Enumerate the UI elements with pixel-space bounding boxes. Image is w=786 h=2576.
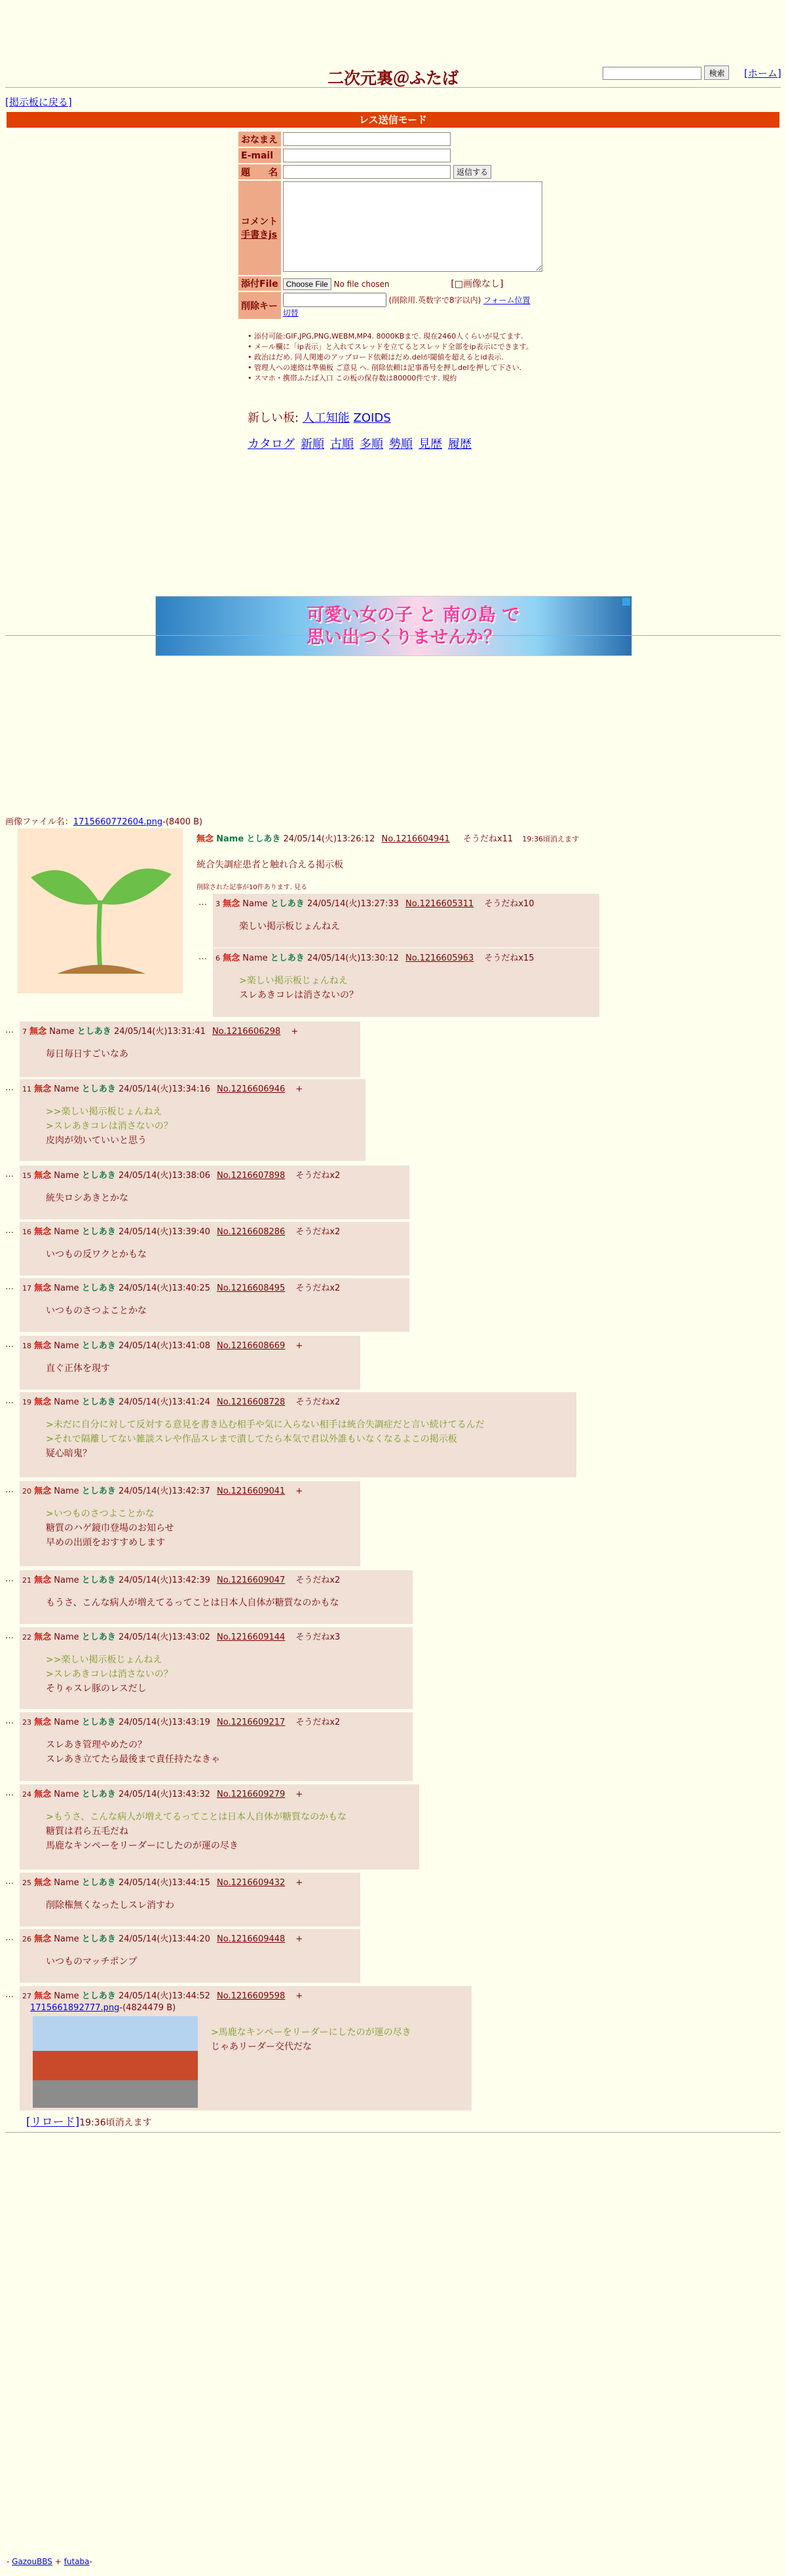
subject-field[interactable] bbox=[283, 165, 451, 179]
home-link[interactable]: [ホーム] bbox=[744, 67, 781, 79]
reply-post bbox=[20, 1784, 419, 1869]
reply-header bbox=[20, 1712, 413, 1730]
reply-marker: … bbox=[5, 1631, 14, 1641]
back-to-board-link[interactable]: [掲示板に戻る] bbox=[5, 96, 72, 108]
sodane-button[interactable]: + bbox=[295, 1486, 303, 1496]
reply-name: Name bbox=[54, 1991, 79, 2001]
reply-post bbox=[20, 1166, 409, 1219]
sodane-button[interactable]: + bbox=[295, 1341, 303, 1351]
reply-id: としあき bbox=[270, 899, 305, 909]
delete-key-label: 削除キー bbox=[238, 292, 281, 319]
reply-marker: … bbox=[5, 1877, 14, 1886]
reply-subject: 無念 bbox=[34, 1991, 52, 2001]
reply-id: としあき bbox=[81, 1991, 116, 2001]
reply-text-line: 直ぐ正体を現す bbox=[46, 1363, 110, 1374]
reply-marker: … bbox=[5, 1574, 14, 1584]
reply-date: 24/05/14(火)13:43:32 bbox=[118, 1790, 210, 1799]
header bbox=[0, 0, 786, 98]
reply-name: Name bbox=[242, 899, 268, 909]
reply-number[interactable]: No.1216608495 bbox=[217, 1283, 286, 1293]
reply-text-line: 毎日毎日すごいなあ bbox=[46, 1049, 128, 1059]
reply-text-line: じゃあリーダー交代だな bbox=[211, 2042, 312, 2052]
reload-area: [リロード]19:36頃消えます bbox=[26, 2116, 152, 2129]
reply-header bbox=[20, 1929, 360, 1947]
reply-text-line: 皮肉が効いていいと思う bbox=[46, 1135, 147, 1146]
reply-header bbox=[20, 1481, 360, 1499]
reply-header bbox=[20, 1627, 413, 1645]
reply-header bbox=[20, 1784, 419, 1802]
reply-date: 24/05/14(火)13:39:40 bbox=[118, 1227, 210, 1237]
search-button[interactable]: 検索 bbox=[704, 65, 729, 80]
reply-post bbox=[20, 1222, 409, 1276]
reply-name: Name bbox=[54, 1227, 79, 1237]
reply-mode-bar: レス送信モード bbox=[7, 112, 779, 128]
reply-quote-line: >もうさ、こんな病人が増えてるってことは日本人自体が糖質なのかもな bbox=[46, 1812, 347, 1822]
reply-number[interactable]: No.1216607898 bbox=[217, 1171, 286, 1181]
reply-text-line: スレあきコレは消さないの？ bbox=[239, 990, 358, 1001]
new-boards-label: 新しい板: bbox=[248, 411, 299, 425]
expiry-note: 19:36頃消えます bbox=[522, 835, 580, 843]
reply-name: Name bbox=[54, 1575, 79, 1585]
reply-marker: … bbox=[5, 1933, 14, 1943]
reply-number[interactable]: No.1216605311 bbox=[405, 899, 474, 909]
reply-subject: 無念 bbox=[223, 953, 240, 963]
reply-name: Name bbox=[54, 1934, 79, 1944]
reply-subject: 無念 bbox=[29, 1027, 47, 1037]
divider bbox=[5, 635, 781, 636]
reply-header bbox=[20, 1222, 409, 1240]
reply-post bbox=[20, 1986, 472, 2110]
sodane-button[interactable]: そうだねx2 bbox=[295, 1397, 341, 1407]
reply-text-line: スレあき立てたら最後まで責任持たなきゃ bbox=[46, 1754, 220, 1765]
reply-index: 6 bbox=[215, 954, 220, 963]
sodane-button[interactable]: + bbox=[291, 1027, 299, 1037]
sodane-button[interactable]: そうだねx2 bbox=[295, 1171, 341, 1181]
reply-name: Name bbox=[54, 1790, 79, 1799]
reply-index: 11 bbox=[22, 1085, 31, 1094]
reply-header bbox=[20, 1021, 360, 1039]
reply-text-line: 馬鹿なキンペーをリーダーにしたのが運の尽き bbox=[46, 1841, 238, 1851]
reply-text-line: 削除権無くなったしスレ消すわ bbox=[46, 1900, 174, 1911]
email-field[interactable] bbox=[283, 149, 451, 162]
op-post-number[interactable]: No.1216604941 bbox=[381, 834, 450, 844]
reply-marker: … bbox=[5, 1025, 14, 1035]
reply-subject: 無念 bbox=[34, 1878, 52, 1888]
reply-subject: 無念 bbox=[34, 1341, 52, 1351]
reply-id: としあき bbox=[81, 1283, 116, 1293]
reply-id: としあき bbox=[81, 1575, 116, 1585]
reply-marker: … bbox=[5, 1083, 14, 1093]
search-form bbox=[603, 65, 729, 80]
reply-text-line: いつものさつよことかな bbox=[46, 1306, 147, 1316]
reply-marker: … bbox=[5, 1340, 14, 1350]
reply-image-link[interactable]: 1715661892777.png bbox=[30, 2003, 120, 2013]
reply-subject: 無念 bbox=[34, 1227, 52, 1237]
reply-index: 15 bbox=[22, 1171, 31, 1180]
reply-subject: 無念 bbox=[34, 1934, 52, 1944]
divider bbox=[5, 2132, 781, 2133]
op-image-link[interactable]: 1715660772604.png bbox=[73, 817, 163, 827]
reply-date: 24/05/14(火)13:44:52 bbox=[118, 1991, 210, 2001]
catalog-nav bbox=[248, 435, 477, 452]
board-note: • メール欄に「ip表示」と入れてスレッドを立てるとスレッド全部をip表示にできます。 bbox=[248, 342, 562, 352]
reply-name: Name bbox=[54, 1341, 79, 1351]
reply-id: としあき bbox=[81, 1171, 116, 1181]
sodane-button[interactable]: + bbox=[295, 1790, 303, 1799]
reply-text-line: 楽しい掲示板じょんねえ bbox=[239, 921, 340, 932]
reply-header bbox=[20, 1986, 472, 2004]
reply-quote-line: >それで隔離してない雑談スレや作品スレまで潰してたら本気で君以外誰もいなくなるよこの掲示板 bbox=[46, 1434, 457, 1444]
reply-text-line: 糖質は君ら五毛だね bbox=[46, 1826, 128, 1837]
reply-marker: … bbox=[198, 952, 207, 962]
reply-name: Name bbox=[54, 1283, 79, 1293]
reply-id: としあき bbox=[81, 1084, 116, 1094]
reply-image-photo[interactable] bbox=[33, 2016, 198, 2108]
reply-header bbox=[20, 1336, 360, 1353]
op-image-sprout[interactable] bbox=[18, 828, 183, 993]
board-note: • 管理人への連絡は準備板 ご意見 へ. 削除依頼は記事番号を押しdelを押して下さい. bbox=[248, 363, 562, 373]
reply-index: 7 bbox=[22, 1027, 27, 1036]
reply-form bbox=[237, 130, 544, 320]
reply-number[interactable]: No.1216608669 bbox=[217, 1341, 286, 1351]
reply-number[interactable]: No.1216609041 bbox=[217, 1486, 286, 1496]
reply-number[interactable]: No.1216608728 bbox=[217, 1397, 286, 1407]
reply-text-line: もうさ、こんな病人が増えてるってことは日本人自体が糖質なのかもな bbox=[46, 1598, 339, 1608]
reply-id: としあき bbox=[81, 1341, 116, 1351]
reply-number[interactable]: No.1216609217 bbox=[217, 1718, 286, 1727]
reply-header bbox=[213, 894, 599, 911]
sodane-button[interactable]: + bbox=[295, 1934, 303, 1944]
reply-subject: 無念 bbox=[34, 1790, 52, 1799]
reply-subject: 無念 bbox=[34, 1718, 52, 1727]
reply-marker: … bbox=[5, 1396, 14, 1406]
reply-id: としあき bbox=[270, 953, 305, 963]
sodane-button[interactable]: そうだねx2 bbox=[295, 1283, 341, 1293]
reply-index: 18 bbox=[22, 1342, 31, 1350]
reply-number[interactable]: No.1216609279 bbox=[217, 1790, 286, 1799]
reply-text-line: 早めの出頭をおすすめします bbox=[46, 1537, 166, 1548]
reply-id: としあき bbox=[81, 1790, 116, 1799]
reply-header bbox=[20, 1392, 576, 1410]
reply-id: としあき bbox=[81, 1227, 116, 1237]
reply-number[interactable]: No.1216606298 bbox=[212, 1027, 281, 1037]
reply-id: としあき bbox=[81, 1878, 116, 1888]
reply-date: 24/05/14(火)13:42:37 bbox=[118, 1486, 210, 1496]
form-switch-link[interactable]: 切替 bbox=[282, 308, 299, 318]
op-sodane[interactable]: そうだねx11 bbox=[462, 834, 514, 844]
reply-index: 27 bbox=[22, 1992, 31, 2000]
reply-name: Name bbox=[242, 953, 268, 963]
reply-text-line: いつものマッチポンプ bbox=[46, 1957, 138, 1967]
reply-number[interactable]: No.1216606946 bbox=[217, 1084, 286, 1094]
reply-marker: … bbox=[5, 1282, 14, 1292]
catalog-link[interactable]: 多順 bbox=[360, 437, 383, 451]
reply-date: 24/05/14(火)13:34:16 bbox=[118, 1084, 210, 1094]
file-label: 添付File bbox=[238, 276, 281, 291]
reply-text-line: スレあき管理やめたの？ bbox=[46, 1740, 147, 1750]
deleted-note: 削除された記事が10件あります. 見る bbox=[196, 884, 308, 891]
reply-name: Name bbox=[54, 1397, 79, 1407]
reload-link[interactable]: [リロード] bbox=[26, 2116, 80, 2129]
footer-link[interactable]: GazouBBS bbox=[12, 2557, 52, 2566]
reply-marker: … bbox=[5, 1716, 14, 1726]
reply-id: としあき bbox=[81, 1934, 116, 1944]
reply-index: 16 bbox=[22, 1228, 31, 1236]
reply-marker: … bbox=[5, 1169, 14, 1179]
reply-index: 23 bbox=[22, 1718, 31, 1727]
subject-label: 題 名 bbox=[238, 164, 281, 179]
reply-post bbox=[213, 948, 599, 1017]
reply-image-info: 1715661892777.png-(4824479 B) bbox=[30, 2003, 176, 2013]
board-note: • 添付可能:GIF,JPG,PNG,WEBM,MP4. 8000KBまで. 現在2460人くらいが見てます. bbox=[248, 331, 562, 342]
footer-link[interactable]: futaba bbox=[64, 2557, 90, 2566]
reply-quote-line: >楽しい掲示板じょんねえ bbox=[239, 976, 348, 986]
sodane-button[interactable]: + bbox=[295, 1878, 303, 1888]
reply-date: 24/05/14(火)13:43:02 bbox=[118, 1632, 210, 1642]
reply-marker: … bbox=[198, 898, 207, 908]
reply-header bbox=[20, 1166, 409, 1183]
reply-post bbox=[20, 1929, 360, 1983]
comment-field[interactable] bbox=[283, 181, 542, 272]
handwrite-link[interactable]: 手書きjs bbox=[241, 230, 278, 240]
reply-post bbox=[20, 1021, 360, 1077]
reply-id: としあき bbox=[81, 1486, 116, 1496]
reply-date: 24/05/14(火)13:31:41 bbox=[113, 1027, 206, 1037]
reply-date: 24/05/14(火)13:38:06 bbox=[118, 1171, 210, 1181]
reply-date: 24/05/14(火)13:40:25 bbox=[118, 1283, 210, 1293]
reply-marker: … bbox=[5, 1990, 14, 2000]
catalog-link[interactable]: 勢順 bbox=[389, 437, 413, 451]
reply-subject: 無念 bbox=[34, 1171, 52, 1181]
ad-banner[interactable] bbox=[155, 596, 632, 656]
catalog-link[interactable]: 見歴 bbox=[419, 437, 442, 451]
reply-text-line: そりゃスレ豚のレスだし bbox=[46, 1684, 147, 1694]
board-note: • 政治はだめ. 同人関連のアップロード依頼はだめ.delが閾値を超えるとid表示. bbox=[248, 352, 562, 363]
reply-number[interactable]: No.1216609598 bbox=[217, 1991, 286, 2001]
reply-index: 24 bbox=[22, 1790, 31, 1799]
reply-date: 24/05/14(火)13:44:15 bbox=[118, 1878, 210, 1888]
reply-number[interactable]: No.1216609047 bbox=[217, 1575, 286, 1585]
reply-text-line: 統失ロシあきとかな bbox=[46, 1193, 128, 1204]
op-body: 統合失調症患者と触れ合える掲示板 bbox=[196, 860, 343, 870]
reply-post bbox=[20, 1627, 413, 1709]
reply-header bbox=[20, 1570, 413, 1588]
reply-marker: … bbox=[5, 1226, 14, 1236]
reply-index: 17 bbox=[22, 1284, 31, 1293]
reply-number[interactable]: No.1216609448 bbox=[217, 1934, 286, 1944]
sodane-button[interactable]: そうだねx15 bbox=[484, 953, 534, 963]
reply-number[interactable]: No.1216608286 bbox=[217, 1227, 286, 1237]
sodane-button[interactable]: そうだねx2 bbox=[295, 1718, 341, 1727]
reply-post bbox=[213, 894, 599, 948]
reply-quote-line: >未だに自分に対して反対する意見を書き込む相手や気に入らない相手は統合失調症だと言い続けてるんだ bbox=[46, 1420, 485, 1430]
reply-name: Name bbox=[54, 1486, 79, 1496]
op-image-info: 画像ファイル名：1715660772604.png-(8400 B) bbox=[5, 817, 203, 827]
reply-post bbox=[20, 1278, 409, 1332]
reply-post bbox=[20, 1079, 365, 1161]
reply-name: Name bbox=[54, 1171, 79, 1181]
reply-index: 21 bbox=[22, 1576, 31, 1585]
reply-header bbox=[20, 1873, 360, 1890]
reply-id: としあき bbox=[81, 1397, 116, 1407]
reply-index: 22 bbox=[22, 1633, 31, 1642]
reply-id: としあき bbox=[81, 1632, 116, 1642]
reply-header bbox=[20, 1278, 409, 1296]
reply-date: 24/05/14(火)13:27:33 bbox=[307, 899, 399, 909]
board-notes bbox=[248, 331, 562, 384]
form-position-link[interactable]: フォーム位置 bbox=[483, 295, 531, 305]
sodane-button[interactable]: そうだねx2 bbox=[295, 1575, 341, 1585]
sodane-button[interactable]: そうだねx10 bbox=[484, 899, 534, 909]
reply-quote-line: >いつものさつよことかな bbox=[46, 1509, 155, 1519]
reply-quote-line: >スレあきコレは消さないの？ bbox=[46, 1121, 173, 1132]
reply-post bbox=[20, 1336, 360, 1389]
reply-header bbox=[20, 1079, 365, 1097]
ad-info-icon[interactable] bbox=[622, 598, 630, 606]
reply-index: 26 bbox=[22, 1935, 31, 1943]
reply-marker: … bbox=[5, 1485, 14, 1495]
reply-marker: … bbox=[5, 1788, 14, 1798]
reply-name: Name bbox=[54, 1084, 79, 1094]
reply-number[interactable]: No.1216609432 bbox=[217, 1878, 286, 1888]
reply-quote-line: >>楽しい掲示板じょんねえ bbox=[46, 1107, 162, 1117]
reply-date: 24/05/14(火)13:42:39 bbox=[118, 1575, 210, 1585]
reply-subject: 無念 bbox=[34, 1084, 52, 1094]
reply-post bbox=[20, 1873, 360, 1926]
name-field[interactable] bbox=[283, 132, 451, 146]
new-board-link[interactable]: ZOIDS bbox=[353, 411, 391, 425]
reply-index: 20 bbox=[22, 1487, 31, 1496]
sodane-button[interactable]: + bbox=[295, 1084, 303, 1094]
delete-key-note: (削除用.英数字で8字以内) bbox=[388, 295, 481, 305]
catalog-link[interactable]: 古順 bbox=[330, 437, 354, 451]
board-note: • スマホ・携帯ふたば入口 この板の保存数は80000件です. 規約 bbox=[248, 373, 562, 384]
op-header: 無念 Name としあき 24/05/14(火)13:26:12 No.1216604941 そうだねx11 19:36頃消えます bbox=[196, 834, 580, 844]
divider bbox=[5, 87, 781, 88]
reply-quote-line: >馬鹿なキンペーをリーダーにしたのが運の尽き bbox=[211, 2027, 411, 2038]
catalog-link[interactable]: カタログ bbox=[248, 437, 295, 451]
file-choose-button[interactable]: Choose File bbox=[283, 278, 331, 290]
search-input[interactable] bbox=[603, 67, 702, 80]
name-label: おなまえ bbox=[238, 132, 281, 147]
reply-post bbox=[20, 1712, 413, 1781]
reply-index: 19 bbox=[22, 1398, 31, 1407]
sodane-button[interactable]: そうだねx3 bbox=[295, 1632, 341, 1642]
email-label: E-mail bbox=[238, 148, 281, 163]
reply-date: 24/05/14(火)13:43:19 bbox=[118, 1718, 210, 1727]
reply-subject: 無念 bbox=[34, 1486, 52, 1496]
reply-text-line: 糖質のハゲ鏡巾登場のお知らせ bbox=[46, 1523, 174, 1534]
reply-quote-line: >スレあきコレは消さないの？ bbox=[46, 1669, 173, 1680]
reply-index: 3 bbox=[215, 900, 220, 908]
reply-post bbox=[20, 1570, 413, 1624]
reply-date: 24/05/14(火)13:41:24 bbox=[118, 1397, 210, 1407]
reply-date: 24/05/14(火)13:30:12 bbox=[307, 953, 399, 963]
reply-post bbox=[20, 1481, 360, 1566]
no-image-checkbox[interactable]: [□画像なし] bbox=[451, 279, 504, 289]
reply-id: としあき bbox=[81, 1718, 116, 1727]
new-boards bbox=[248, 409, 391, 426]
comment-label: コメント bbox=[241, 217, 278, 227]
reply-subject: 無念 bbox=[34, 1397, 52, 1407]
footer: - GazouBBS + futaba- bbox=[7, 2557, 92, 2566]
reply-subject: 無念 bbox=[34, 1575, 52, 1585]
reply-name: Name bbox=[54, 1878, 79, 1888]
reply-index: 25 bbox=[22, 1879, 31, 1887]
reply-name: Name bbox=[54, 1632, 79, 1642]
catalog-link[interactable]: 履歴 bbox=[448, 437, 472, 451]
reply-subject: 無念 bbox=[34, 1283, 52, 1293]
delete-key-field[interactable] bbox=[283, 293, 386, 307]
new-board-link[interactable]: 人工知能 bbox=[302, 411, 350, 425]
reply-text-line: いつもの反ワクとかもな bbox=[46, 1249, 147, 1260]
reply-subject: 無念 bbox=[223, 899, 240, 909]
ad-text: 可愛い女の子 と 南の島 で 思い出つくりませんか？ bbox=[307, 605, 520, 648]
reply-number[interactable]: No.1216609144 bbox=[217, 1632, 286, 1642]
sodane-button[interactable]: + bbox=[295, 1991, 303, 2001]
reply-name: Name bbox=[54, 1718, 79, 1727]
catalog-link[interactable]: 新順 bbox=[301, 437, 324, 451]
reply-name: Name bbox=[49, 1027, 75, 1037]
page-title: 二次元裏＠ふたば bbox=[327, 69, 458, 88]
reply-text-line: 疑心暗鬼？ bbox=[46, 1448, 92, 1459]
reply-subject: 無念 bbox=[34, 1632, 52, 1642]
file-status: No file chosen bbox=[333, 280, 390, 289]
sodane-button[interactable]: そうだねx2 bbox=[295, 1227, 341, 1237]
submit-button[interactable]: 返信する bbox=[453, 165, 491, 179]
reply-number[interactable]: No.1216605963 bbox=[405, 953, 474, 963]
reply-post bbox=[20, 1392, 576, 1477]
reply-header bbox=[213, 948, 599, 966]
reply-quote-line: >>楽しい掲示板じょんねえ bbox=[46, 1655, 162, 1665]
reply-date: 24/05/14(火)13:41:08 bbox=[118, 1341, 210, 1351]
reply-id: としあき bbox=[77, 1027, 111, 1037]
reply-date: 24/05/14(火)13:44:20 bbox=[118, 1934, 210, 1944]
